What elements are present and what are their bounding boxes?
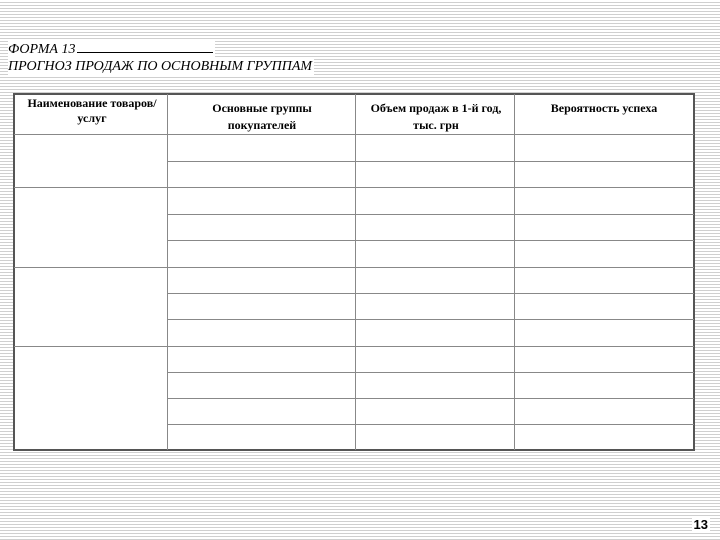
page-number: 13 — [693, 517, 708, 532]
form-title: ФОРМА 13 — [8, 42, 76, 57]
form-subtitle: ПРОГНОЗ ПРОДАЖ ПО ОСНОВНЫМ ГРУППАМ — [8, 59, 313, 74]
header-success-probability: Вероятность успеха — [550, 101, 658, 115]
header-customer-groups: Основные группы покупателей — [212, 101, 312, 132]
header-product-name: Наименование товаров/услуг — [27, 96, 157, 125]
header-sales-volume: Объем продаж в 1-й год, тыс. грн — [370, 101, 502, 132]
